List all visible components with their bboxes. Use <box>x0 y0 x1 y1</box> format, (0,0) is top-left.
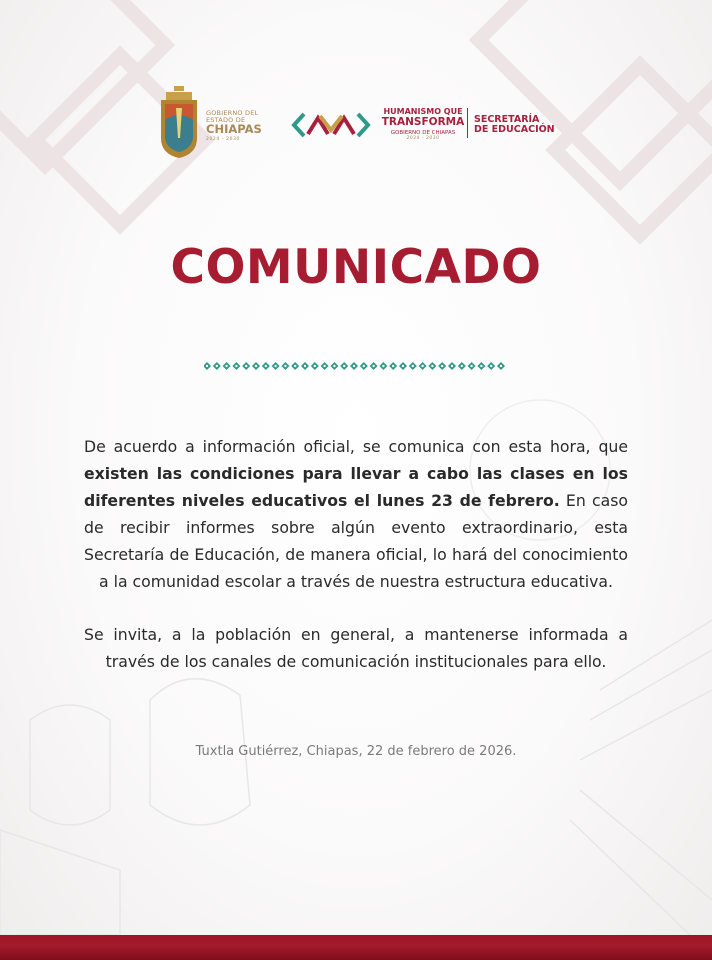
diamond-ornament-center <box>421 365 423 367</box>
diamond-ornament-center <box>206 365 208 367</box>
secretaria-line2: DE EDUCACIÓN <box>474 124 555 136</box>
diamond-ornament-center <box>284 365 286 367</box>
diamond-ornament-center <box>470 365 472 367</box>
logo-divider <box>467 108 468 138</box>
diamond-ornament-center <box>441 365 443 367</box>
diamond-ornament-center <box>382 365 384 367</box>
chiapas-logo-name: CHIAPAS <box>206 122 262 136</box>
diamond-ornament-center <box>216 365 218 367</box>
diamond-ornament-center <box>225 365 227 367</box>
chiapas-shield-icon <box>156 84 202 160</box>
humanismo-line1: HUMANISMO QUE <box>383 107 463 116</box>
diamond-ornament-center <box>431 365 433 367</box>
diamond-ornament-center <box>333 365 335 367</box>
diamond-ornament-center <box>451 365 453 367</box>
humanismo-emblem-icon <box>290 106 372 144</box>
chiapas-logo-subtitle: GOBIERNO DEL ESTADO DE <box>206 109 259 124</box>
diamond-ornament-center <box>265 365 267 367</box>
dateline: Tuxtla Gutiérrez, Chiapas, 22 de febrero de 2026. <box>195 744 517 759</box>
diamond-ornament-center <box>490 365 492 367</box>
diamond-ornament-center <box>372 365 374 367</box>
paragraph-1-text-a: De acuerdo a información oficial, se comunica con esta hora, que <box>84 437 628 456</box>
page-title: COMUNICADO <box>170 240 542 295</box>
paragraph-1-text-b: En caso de recibir informes sobre algún evento extraordinario, esta Secretaría de Educación, de manera oficial, lo hará del conocimiento a la comunidad escolar a través de nuestra estructura educativa. <box>84 491 628 591</box>
paragraph-2: Se invita, a la población en general, a mantenerse informada a través de los canales de comunicación institucionales para ello. <box>84 625 628 671</box>
diamond-ornament-center <box>294 365 296 367</box>
diamond-ornament-center <box>500 365 502 367</box>
diamond-ornament-center <box>392 365 394 367</box>
paragraph-1 <box>84 433 628 595</box>
diamond-ornament-center <box>343 365 345 367</box>
diamond-ornament-center <box>314 365 316 367</box>
secretaria-de-educacion-logo <box>474 115 555 136</box>
diamond-ornament-center <box>353 365 355 367</box>
diamond-ornament-center <box>274 365 276 367</box>
secretaria-line1: SECRETARÍA <box>474 114 540 125</box>
diamond-ornament-center <box>235 365 237 367</box>
diamond-ornament-center <box>363 365 365 367</box>
diamond-ornament-center <box>304 365 306 367</box>
diamond-ornament-center <box>461 365 463 367</box>
diamond-divider <box>204 358 508 374</box>
humanismo-que-transforma-logo <box>378 108 468 142</box>
diamond-ornament-center <box>402 365 404 367</box>
humanismo-line2: TRANSFORMA <box>381 116 465 128</box>
humanismo-line3: GOBIERNO DE CHIAPAS <box>390 129 456 136</box>
diamond-ornament-center <box>323 365 325 367</box>
bottom-color-bar <box>0 935 712 960</box>
paragraph-1-bold: existen las condiciones para llevar a cabo las clases en los diferentes niveles educativos el lunes 23 de febrero. <box>84 464 628 510</box>
diamond-ornament-center <box>480 365 482 367</box>
diamond-ornament-center <box>412 365 414 367</box>
humanismo-years: 2024 - 2030 <box>406 136 440 141</box>
chiapas-government-logo <box>156 84 276 164</box>
chiapas-logo-years: 2024 - 2030 <box>206 136 240 142</box>
diamond-ornament-center <box>255 365 257 367</box>
diamond-ornament-center <box>245 365 247 367</box>
communique-body <box>84 433 628 675</box>
